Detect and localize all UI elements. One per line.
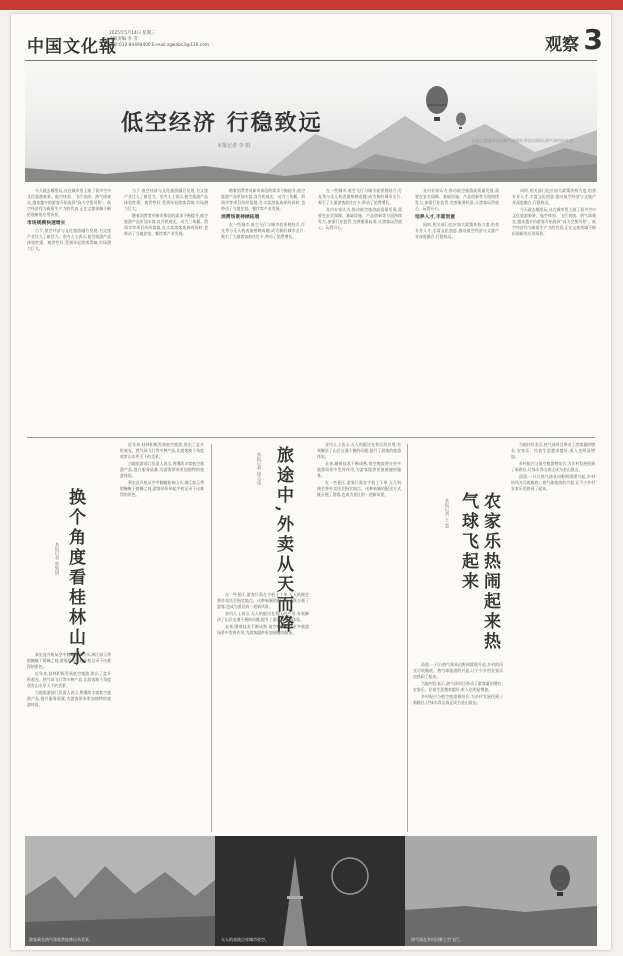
bottom-photos <box>25 836 597 946</box>
article-guilin <box>27 442 207 832</box>
paragraph: 当下,低空经济与文化旅游融合发展,为文旅产业注入了新活力。业内人士表示,低空旅游产品体验性强、观赏性好,受到年轻游客青睐,市场潜力巨大。 <box>124 188 208 211</box>
paragraph: 今天就去哪里玩,这在城市里上演了很多空中文化旅游新景。航空体验、飞行表演、热气球观光,越来越多的游客开始选择“向天空要风景”。低空经济作为新质生产力的代表,正在文旅领域不断拓展新的应用场景。 <box>27 188 111 217</box>
feature-column <box>512 188 596 433</box>
balloon-icon <box>426 86 448 121</box>
article-title: 换个角度看桂林山水 <box>65 488 85 668</box>
hero-caption: 在浙江德清举办的热气球嘉年华活动现场,热气球冉冉升空。 <box>471 138 577 143</box>
header-rule <box>25 60 597 61</box>
paragraph: 今天就去哪里玩,这在城市里上演了很多空中文化旅游新景。航空体验、飞行表演、热气球观光,越来越多的游客开始选择“向天空要风景”。低空经济作为新质生产力的代表,正在文旅领域不断拓展新的应用场景。 <box>512 207 596 236</box>
article-byline: 本报记者 王 慧 <box>444 498 449 528</box>
article-text <box>413 662 503 830</box>
paragraph: 业内专家认为,推动低空旅游高质量发展,需要在安全保障、基础设施、产品创新等方面持续发力,加强行业监管,完善服务标准,让游客玩得放心、玩得开心。 <box>415 188 499 211</box>
section-name: 观察 <box>545 35 579 55</box>
article-title: 农家乐热闹起来热气球飞起来 <box>458 492 500 652</box>
paragraph: 当地旅游部门负责人表示,将继续丰富低空旅游产品,提升服务质量,为游客带来更加独特的旅游体验。 <box>120 461 204 478</box>
photo-caption: 无人机表演点亮城市夜空。 <box>221 937 269 942</box>
paragraph: 业内人士表示,无人机配送在景区的应用,有效解决了山区交通不便的问题,提升了游客的旅游体验。 <box>217 611 309 622</box>
paragraph: 未来,随着技术不断成熟,低空物流将在更多旅游场景中发挥作用,为游客提供更加便捷的服务。 <box>217 624 309 635</box>
paragraph: 随着消费者对新奇体验的需求不断提升,低空旅游产品更加丰富,直升机观光、动力三角翼、滑翔伞等项目纷纷落地,在丰富游客选择的同时,也带动了当地住宿、餐饮等产业发展。 <box>124 213 208 236</box>
page-number: 3 <box>583 23 603 56</box>
subhead: 消费场景持续拓展 <box>221 214 260 220</box>
feature-body <box>27 188 595 433</box>
balloon-small-icon <box>456 113 466 130</box>
paragraph: 当地旅游部门负责人表示,将继续丰富低空旅游产品,提升服务质量,为游客带来更加独特的旅游体验。 <box>27 690 111 707</box>
feature-byline: 本报记者 李 娟 <box>217 143 251 149</box>
article-text <box>120 442 204 830</box>
paragraph: 乡村振兴与低空旅游相结合,为乡村发展找到了新路径,让绿水青山真正成为金山银山。 <box>413 694 503 705</box>
paragraph: 未来,随着技术不断成熟,低空物流将在更多旅游场景中发挥作用,为游客提供更加便捷的服务。 <box>317 461 401 478</box>
paragraph: 在一些景区,游客只需在手机上下单,无人机便会将外卖送至指定地点。这种新颖的配送方式既方便了游客,也成为景区的一道新风景。 <box>217 592 309 609</box>
contact-line: 电话:010-84494400 E-mail:zgwhbs3@126.com <box>109 43 209 48</box>
subhead: 培养人才,丰富创意 <box>415 214 456 220</box>
column-rule <box>211 444 212 832</box>
paragraph: 当下,低空经济与文化旅游融合发展,为文旅产业注入了新活力。业内人士表示,低空旅游产品体验性强、观赏性好,受到年轻游客青睐,市场潜力巨大。 <box>27 228 111 251</box>
feature-column <box>415 188 499 433</box>
feature-headline: 低空经济 行稳致远 <box>121 110 323 136</box>
feature-column <box>221 188 305 433</box>
header-meta <box>109 31 209 49</box>
article-delivery <box>217 442 403 832</box>
paragraph: 近年来,桂林积极发展低空旅游,推出了直升机观光、热气球飞行等多种产品,让游客换个角度欣赏山水甲天下的美景。 <box>120 442 204 459</box>
photo-caption: 游客乘坐热气球欣赏桂林山水美景。 <box>29 937 93 942</box>
feature-column <box>124 188 208 433</box>
column-rule <box>407 444 408 832</box>
feature-column <box>27 188 111 433</box>
newspaper-page <box>11 14 611 950</box>
feature-hero-image <box>25 64 597 182</box>
article-text <box>27 652 111 830</box>
paragraph: 乘坐直升机从空中俯瞰桂林山水,漓江如玉带般蜿蜒于群峰之间,游客纷纷举起手机记录下这难得的景色。 <box>120 480 204 497</box>
section-divider <box>27 437 595 438</box>
article-byline: 本报记者 徐志成 <box>256 452 261 485</box>
paragraph: 在一些景区,游客只需在手机上下单,无人机便会将外卖送至指定地点。这种新颖的配送方式既方便了游客,也成为景区的一道新风景。 <box>317 480 401 497</box>
feature-column <box>318 188 402 433</box>
paragraph: 当地村民表示,热气球项目带动了游客量的增长,农家乐、民宿生意越来越好,收入也明显增加。 <box>413 681 503 692</box>
paragraph: 近年来,桂林积极发展低空旅游,推出了直升机观光、热气球飞行等多种产品,让游客换个角度欣赏山水甲天下的美景。 <box>27 671 111 688</box>
editor-line: 本版责编 李 雪 <box>109 37 138 42</box>
top-red-bar <box>0 0 623 10</box>
paragraph: 同时,相关部门也应加大政策扶持力度,培养专业人才,丰富文化创意,推动低空经济与文旅产业深度融合,行稳致远。 <box>512 188 596 205</box>
paragraph: 同时,相关部门也应加大政策扶持力度,培养专业人才,丰富文化创意,推动低空经济与文旅产业深度融合,行稳致远。 <box>415 222 499 239</box>
date-line: 2025年5月14日 星期三 <box>109 31 156 36</box>
article-text <box>511 442 595 830</box>
article-text <box>217 592 309 830</box>
paragraph: 随着消费者对新奇体验的需求不断提升,低空旅游产品更加丰富,直升机观光、动力三角翼、滑翔伞等项目纷纷落地,在丰富游客选择的同时,也带动了当地住宿、餐饮等产业发展。 <box>221 188 305 211</box>
masthead: 中国文化報 <box>27 37 117 57</box>
article-farmhouse <box>413 442 597 832</box>
paragraph: 当地村民表示,热气球项目带动了游客量的增长,农家乐、民宿生意越来越好,收入也明显增加。 <box>511 442 595 459</box>
subhead: 市场规模快速增长 <box>27 220 66 226</box>
photo-caption: 热气球在乡村田野上空飞行。 <box>411 937 463 942</box>
paragraph: 清晨,一只只热气球从田野间缓缓升起,乡村的风光尽收眼底。热气球旅游的兴起,让不少乡村农家乐也热闹了起来。 <box>511 474 595 491</box>
article-byline: 本报记者 郭凯倩 <box>54 542 59 575</box>
paragraph: 在一些城市,低空飞行与城市夜景相结合,灯光秀与无人机表演相映成趣,成为新的城市名片,吸引了大量游客前往打卡,带动了消费增长。 <box>318 188 402 205</box>
paragraph: 在一些城市,低空飞行与城市夜景相结合,灯光秀与无人机表演相映成趣,成为新的城市名片,吸引了大量游客前往打卡,带动了消费增长。 <box>221 222 305 239</box>
paragraph: 清晨,一只只热气球从田野间缓缓升起,乡村的风光尽收眼底。热气球旅游的兴起,让不少乡村农家乐也热闹了起来。 <box>413 662 503 679</box>
paragraph: 乡村振兴与低空旅游相结合,为乡村发展找到了新路径,让绿水青山真正成为金山银山。 <box>511 461 595 472</box>
paragraph: 乘坐直升机从空中俯瞰桂林山水,漓江如玉带般蜿蜒于群峰之间,游客纷纷举起手机记录下这难得的景色。 <box>27 652 111 669</box>
article-title: 旅途中,外卖从天而降 <box>273 446 293 635</box>
paragraph: 业内专家认为,推动低空旅游高质量发展,需要在安全保障、基础设施、产品创新等方面持续发力,加强行业监管,完善服务标准,让游客玩得放心、玩得开心。 <box>318 207 402 230</box>
paragraph: 业内人士表示,无人机配送在景区的应用,有效解决了山区交通不便的问题,提升了游客的旅游体验。 <box>317 442 401 459</box>
article-text <box>317 442 401 830</box>
bottom-photo-strip <box>25 836 597 946</box>
